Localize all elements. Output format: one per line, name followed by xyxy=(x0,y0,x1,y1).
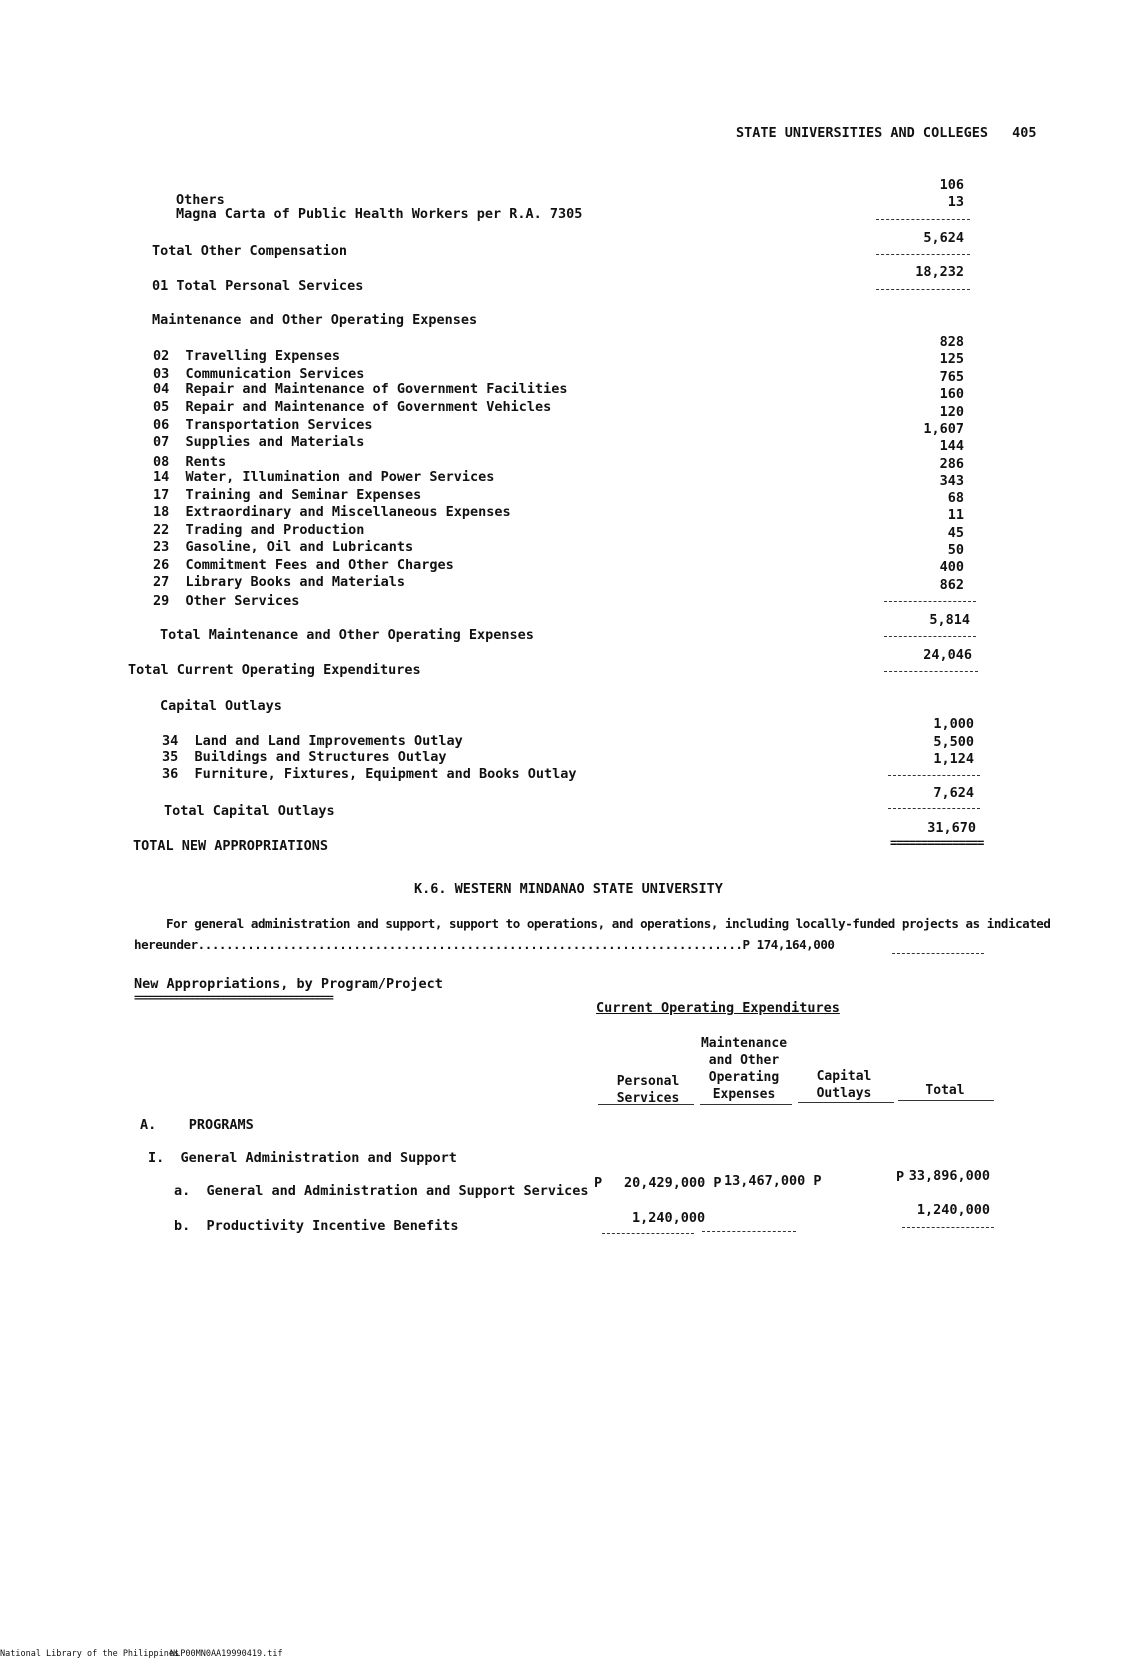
mooe-value: 68 xyxy=(947,490,964,506)
item-value: 106 xyxy=(939,177,964,193)
total-label: Total Current Operating Expenditures xyxy=(128,662,421,678)
col-header-mooe: Maintenance and Other Operating Expenses xyxy=(700,1036,788,1102)
mooe-value: 343 xyxy=(939,473,964,489)
capital-value: 1,124 xyxy=(933,751,974,767)
mooe-item: 27 Library Books and Materials xyxy=(153,574,405,590)
subtotal-rule xyxy=(884,601,976,602)
mooe-item: 06 Transportation Services xyxy=(153,417,373,433)
running-header xyxy=(736,125,1037,141)
mooe-item: 14 Water, Illumination and Power Services xyxy=(153,469,495,485)
table-row-label: a. General and Administration and Support Services xyxy=(174,1183,589,1199)
mooe-value: 400 xyxy=(939,559,964,575)
mooe-value: 45 xyxy=(947,525,964,541)
capital-item: 35 Buildings and Structures Outlay xyxy=(162,749,447,765)
mooe-value: 160 xyxy=(939,386,964,402)
col-header-capital-outlays: Capital Outlays xyxy=(816,1069,872,1101)
subtotal-rule xyxy=(602,1233,694,1234)
programs-label: A. PROGRAMS xyxy=(140,1117,254,1133)
mooe-value: 11 xyxy=(947,507,964,523)
appropriation-intro: For general administration and support, support to operations, and operations, including locally-funded projects as indicated xyxy=(166,916,1051,931)
subtotal-rule xyxy=(884,636,976,637)
mooe-item: 08 Rents xyxy=(153,454,227,470)
mooe-value-cell: 13,467,000 P xyxy=(724,1173,822,1189)
mooe-item: 07 Supplies and Materials xyxy=(153,434,365,450)
subtotal-rule xyxy=(884,671,978,672)
total-label: 01 Total Personal Services xyxy=(152,278,364,294)
mooe-item: 18 Extraordinary and Miscellaneous Expenses xyxy=(153,504,511,520)
item-label: Magna Carta of Public Health Workers per R.A. 7305 xyxy=(176,206,583,222)
subtotal-rule xyxy=(876,289,970,290)
capital-item: 34 Land and Land Improvements Outlay xyxy=(162,733,463,749)
mooe-item: 05 Repair and Maintenance of Government Vehicles xyxy=(153,399,552,415)
appropriation-intro-total: hereunder.............................................................................P 174,164,000 xyxy=(134,937,835,952)
mooe-value: 50 xyxy=(947,542,964,558)
subtotal-rule xyxy=(888,775,980,776)
subtotal-rule xyxy=(876,254,970,255)
institution-title: K.6. WESTERN MINDANAO STATE UNIVERSITY xyxy=(414,881,723,897)
col-header-personal-services: Personal Services xyxy=(616,1074,680,1106)
table-row-label: b. Productivity Incentive Benefits xyxy=(174,1218,459,1234)
section-label: I. General Administration and Support xyxy=(148,1150,457,1166)
mooe-item: 02 Travelling Expenses xyxy=(153,348,340,364)
total-value-cell: 33,896,000 xyxy=(908,1168,990,1184)
mooe-item: 04 Repair and Maintenance of Government Facilities xyxy=(153,381,568,397)
mooe-value: 144 xyxy=(939,438,964,454)
mooe-item: 29 Other Services xyxy=(153,593,300,609)
total-value: 5,814 xyxy=(929,612,970,628)
footer-file: NLP00MN0AA19990419.tif xyxy=(170,1649,283,1659)
total-label: Total Capital Outlays xyxy=(164,803,335,819)
grand-total-rule: =============== xyxy=(890,836,984,850)
subtotal-rule xyxy=(902,1227,994,1228)
mooe-item: 03 Communication Services xyxy=(153,366,365,382)
mooe-item: 22 Trading and Production xyxy=(153,522,365,538)
total-value-cell: 1,240,000 xyxy=(916,1202,990,1218)
capital-item: 36 Furniture, Fixtures, Equipment and Books Outlay xyxy=(162,766,577,782)
personal-services-value: 1,240,000 xyxy=(632,1210,706,1226)
mooe-value: 286 xyxy=(939,456,964,472)
grand-total-value: 31,670 xyxy=(927,820,976,836)
subtotal-rule xyxy=(892,953,984,954)
col-underline xyxy=(898,1100,994,1101)
mooe-value: 120 xyxy=(939,404,964,420)
mooe-item: 23 Gasoline, Oil and Lubricants xyxy=(153,539,414,555)
item-value: 13 xyxy=(947,194,964,210)
capital-value: 1,000 xyxy=(933,716,974,732)
col-underline xyxy=(700,1104,792,1105)
page-number: 405 xyxy=(1012,125,1037,141)
subtotal-rule xyxy=(702,1231,796,1232)
personal-services-value: 20,429,000 P xyxy=(624,1175,722,1191)
mooe-item: 17 Training and Seminar Expenses xyxy=(153,487,422,503)
mooe-value: 765 xyxy=(939,369,964,385)
section-heading: Capital Outlays xyxy=(160,698,282,714)
total-label: Total Other Compensation xyxy=(152,243,348,259)
total-value: 18,232 xyxy=(915,264,964,280)
mooe-value: 862 xyxy=(939,577,964,593)
grand-total-label: TOTAL NEW APPROPRIATIONS xyxy=(133,838,329,854)
by-program-rule: ====================================== xyxy=(134,991,333,1004)
section-title: STATE UNIVERSITIES AND COLLEGES xyxy=(736,125,988,141)
mooe-item: 26 Commitment Fees and Other Charges xyxy=(153,557,454,573)
section-heading: Maintenance and Other Operating Expenses xyxy=(152,312,478,328)
footer-library: National Library of the Philippines xyxy=(0,1649,180,1659)
subtotal-rule xyxy=(876,219,970,220)
col-underline xyxy=(598,1104,694,1105)
item-label: Others xyxy=(176,192,225,208)
peso-sign: P xyxy=(896,1169,905,1185)
col-underline xyxy=(798,1102,894,1103)
total-value: 24,046 xyxy=(923,647,972,663)
capital-value: 5,500 xyxy=(933,734,974,750)
col-header-total: Total xyxy=(925,1083,965,1098)
by-program-heading: New Appropriations, by Program/Project xyxy=(134,976,443,992)
mooe-value: 828 xyxy=(939,334,964,350)
total-value: 5,624 xyxy=(923,230,964,246)
mooe-value: 1,607 xyxy=(923,421,964,437)
subtotal-rule xyxy=(888,808,980,809)
peso-sign: P xyxy=(594,1175,603,1191)
total-value: 7,624 xyxy=(933,785,974,801)
group-header: Current Operating Expenditures xyxy=(596,1000,840,1016)
mooe-value: 125 xyxy=(939,351,964,367)
total-label: Total Maintenance and Other Operating Expenses xyxy=(160,627,534,643)
